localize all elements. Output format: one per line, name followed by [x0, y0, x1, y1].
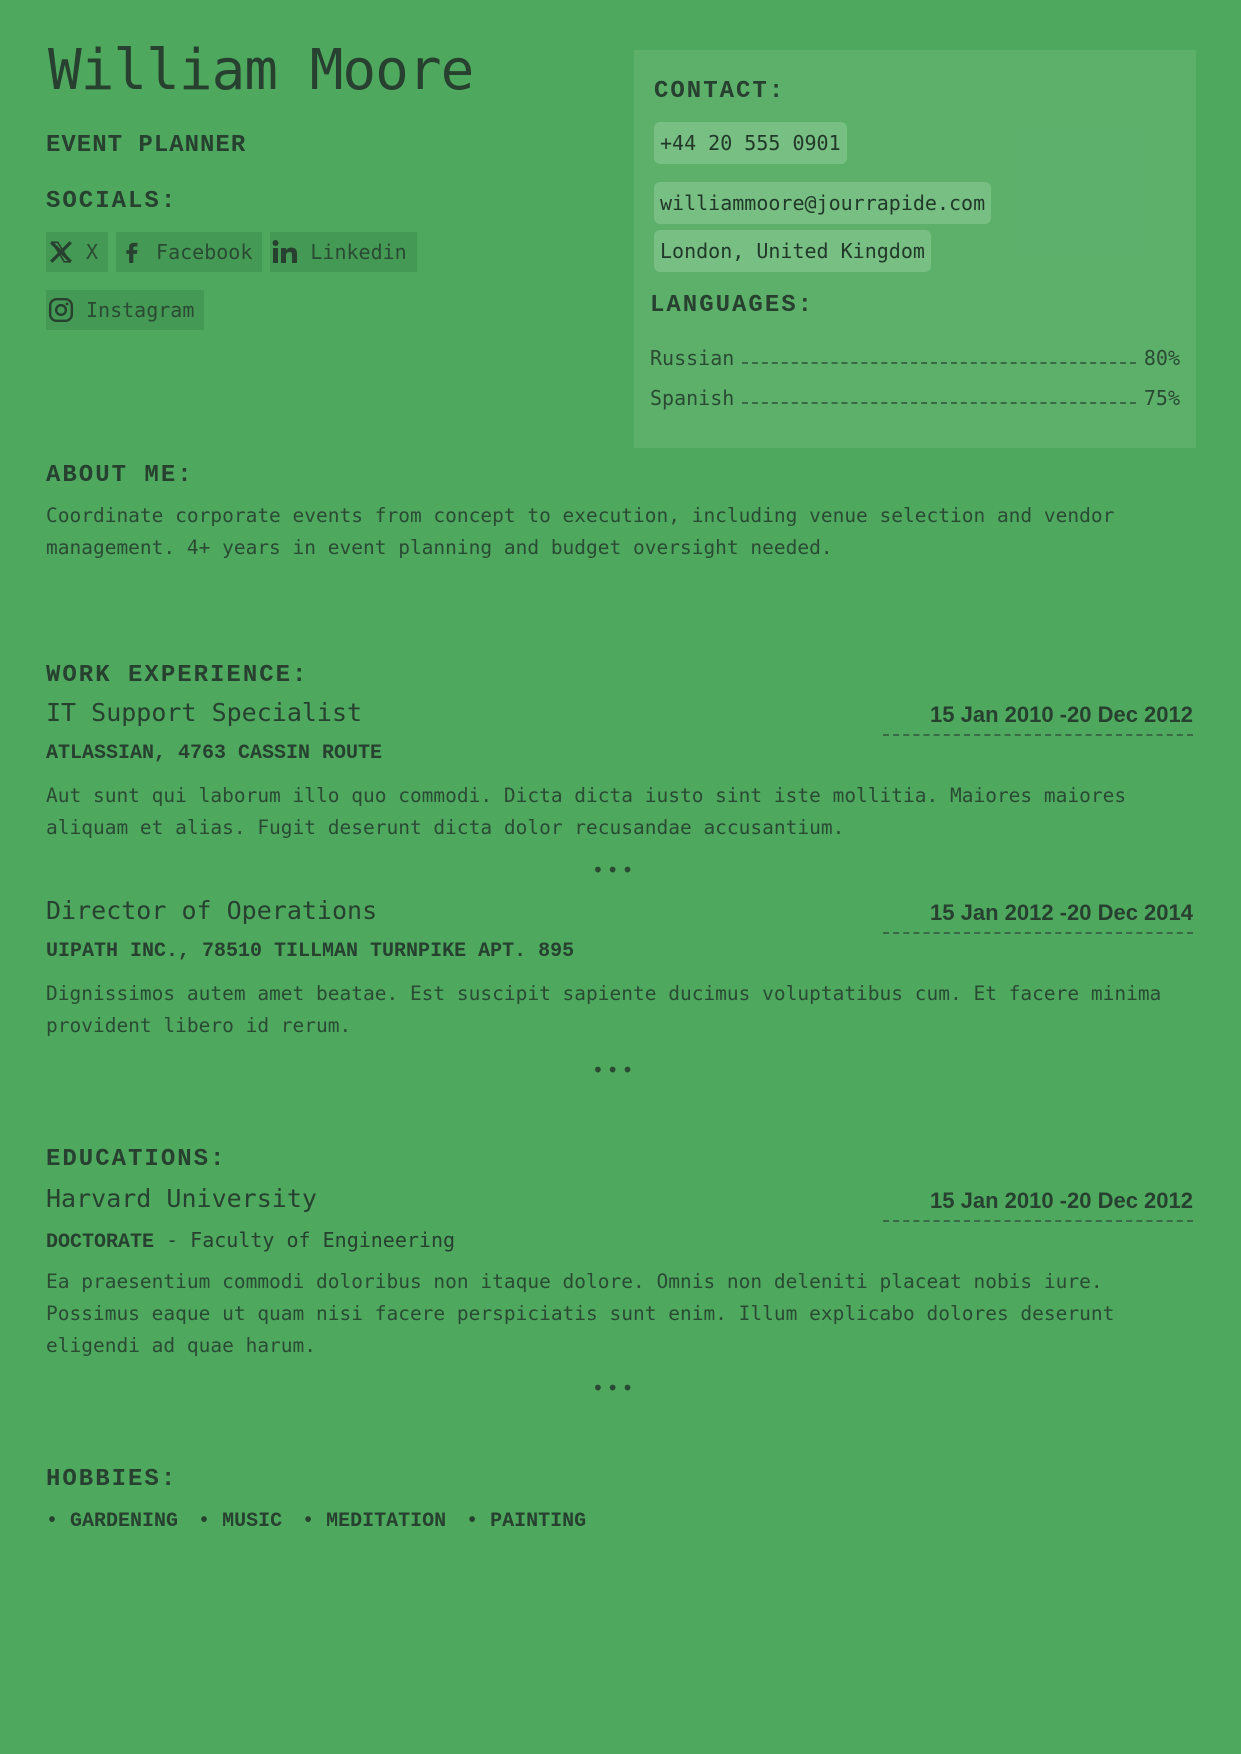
- candidate-name: William Moore: [48, 38, 474, 103]
- social-linkedin[interactable]: [270, 232, 416, 272]
- hobbies-title: HOBBIES:: [46, 1466, 178, 1493]
- job-date: 15 Jan 2012 -20 Dec 2014: [883, 900, 1193, 934]
- hobby-item: • GARDENING: [46, 1510, 178, 1533]
- language-leader: [742, 362, 1136, 364]
- language-name: Russian: [650, 346, 735, 370]
- linkedin-icon: [270, 237, 300, 267]
- social-facebook-label: Facebook: [156, 240, 253, 264]
- language-level: 80%: [1143, 346, 1180, 370]
- education-date: 15 Jan 2010 -20 Dec 2012: [883, 1188, 1193, 1222]
- languages-title: LANGUAGES:: [650, 292, 815, 319]
- socials-list: [46, 232, 417, 272]
- hobby-item: • PAINTING: [466, 1510, 586, 1533]
- hobbies-list: [46, 1510, 586, 1533]
- job-date: 15 Jan 2010 -20 Dec 2012: [883, 702, 1193, 736]
- social-linkedin-label: Linkedin: [310, 240, 407, 264]
- job-description: Dignissimos autem amet beatae. Est suscipit sapiente ducimus voluptatibus cum. Et facere minima provident libero id rerum.: [46, 982, 1162, 1037]
- about-title: ABOUT ME:: [46, 462, 194, 489]
- school-name: Harvard University: [46, 1184, 317, 1213]
- about-text: Coordinate corporate events from concept to execution, including venue selection and vendor management. 4+ years in event planning and budget oversight needed.: [46, 504, 1115, 559]
- job-description: Aut sunt qui laborum illo quo commodi. Dicta dicta iusto sint iste mollitia. Maiores maiores aliquam et alias. Fugit deserunt dicta dolor recusandae accusantium.: [46, 784, 1127, 839]
- degree-label: DOCTORATE: [46, 1231, 155, 1254]
- job-role: EVENT PLANNER: [46, 132, 247, 159]
- section-separator: •••: [592, 1058, 637, 1082]
- contact-title: CONTACT:: [654, 78, 786, 105]
- job-company: UIPATH INC., 78510 TILLMAN TURNPIKE APT. 895: [46, 940, 575, 963]
- instagram-icon: [46, 295, 76, 325]
- facebook-icon: [116, 237, 146, 267]
- language-name: Spanish: [650, 386, 735, 410]
- faculty-label: - Faculty of Engineering: [154, 1228, 456, 1252]
- social-facebook[interactable]: [116, 232, 262, 272]
- hobby-item: • MUSIC: [198, 1510, 282, 1533]
- section-separator: •••: [592, 1376, 637, 1400]
- hobby-item: • MEDITATION: [302, 1510, 446, 1533]
- contact-phone[interactable]: +44 20 555 0901: [654, 122, 847, 164]
- contact-email[interactable]: williammoore@jourrapide.com: [654, 182, 991, 224]
- language-leader: [742, 402, 1136, 404]
- section-separator: •••: [592, 858, 637, 882]
- contact-location: London, United Kingdom: [654, 230, 931, 272]
- language-row: [650, 376, 1180, 410]
- language-row: [650, 336, 1180, 370]
- social-x-label: X: [86, 240, 99, 264]
- social-instagram[interactable]: [46, 290, 204, 330]
- job-title: Director of Operations: [46, 896, 378, 925]
- socials-title: SOCIALS:: [46, 188, 178, 215]
- job-company: ATLASSIAN, 4763 CASSIN ROUTE: [46, 742, 383, 765]
- social-x[interactable]: [46, 232, 108, 272]
- education-degree: [46, 1228, 455, 1254]
- education-title: EDUCATIONS:: [46, 1146, 227, 1173]
- work-title: WORK EXPERIENCE:: [46, 662, 309, 689]
- language-level: 75%: [1143, 386, 1180, 410]
- socials-list-2: [46, 290, 204, 330]
- job-title: IT Support Specialist: [46, 698, 363, 727]
- x-icon: [46, 237, 76, 267]
- education-description: Ea praesentium commodi doloribus non itaque dolore. Omnis non deleniti placeat nobis iure. Possimus eaque ut quam nisi facere perspiciatis sunt enim. Illum explicabo dolores deserunt eligendi ad quae harum.: [46, 1270, 1115, 1357]
- social-instagram-label: Instagram: [86, 298, 195, 322]
